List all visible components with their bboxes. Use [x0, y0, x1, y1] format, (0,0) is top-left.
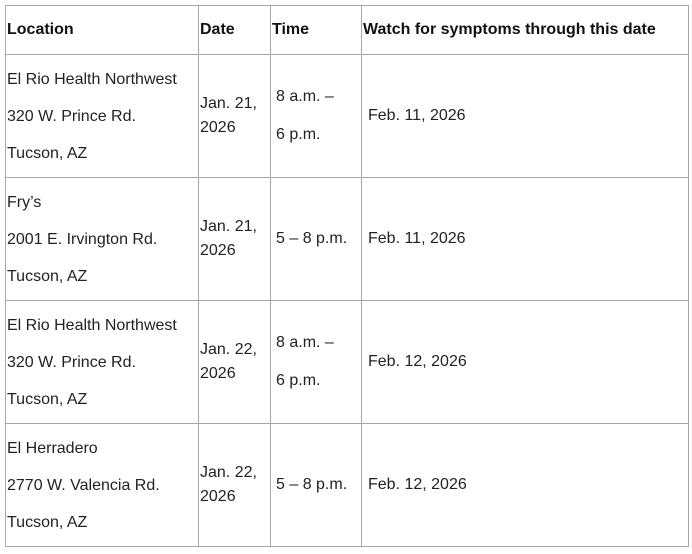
- location-name: Fry’s: [7, 193, 42, 211]
- location-cell: [6, 301, 199, 424]
- time-cell: [271, 301, 362, 424]
- date-cell: [199, 424, 271, 547]
- location-cell: [6, 55, 199, 178]
- date-line: Jan. 21,: [200, 95, 257, 112]
- time-end: 6 p.m.: [276, 126, 321, 143]
- date-cell: [199, 55, 271, 178]
- date-year: 2026: [200, 242, 236, 259]
- header-time: Time: [271, 6, 362, 55]
- date-line: Jan. 22,: [200, 341, 257, 358]
- location-cell: [6, 424, 199, 547]
- watch-through-cell: Feb. 11, 2026: [362, 178, 689, 301]
- header-watch-through: Watch for symptoms through this date: [362, 6, 689, 55]
- date-line: Jan. 21,: [200, 218, 257, 235]
- time-start: 8 a.m. –: [276, 334, 334, 351]
- date-year: 2026: [200, 488, 236, 505]
- location-address: 2001 E. Irvington Rd.: [7, 230, 158, 248]
- table-row: [6, 178, 689, 301]
- table-row: [6, 301, 689, 424]
- watch-through-cell: Feb. 12, 2026: [362, 424, 689, 547]
- location-cell: [6, 178, 199, 301]
- date-year: 2026: [200, 365, 236, 382]
- header-date: Date: [199, 6, 271, 55]
- table-row: [6, 424, 689, 547]
- location-city: Tucson, AZ: [7, 144, 88, 162]
- date-line: Jan. 22,: [200, 464, 257, 481]
- time-range: 5 – 8 p.m.: [276, 230, 348, 247]
- watch-through-cell: Feb. 12, 2026: [362, 301, 689, 424]
- exposure-locations-table: [5, 5, 689, 547]
- time-cell: [271, 178, 362, 301]
- location-address: 320 W. Prince Rd.: [7, 107, 136, 125]
- location-address: 2770 W. Valencia Rd.: [7, 476, 160, 494]
- location-city: Tucson, AZ: [7, 390, 88, 408]
- location-name: El Rio Health Northwest: [7, 70, 177, 88]
- table-row: [6, 55, 689, 178]
- date-year: 2026: [200, 119, 236, 136]
- location-city: Tucson, AZ: [7, 267, 88, 285]
- table-header-row: [6, 6, 689, 55]
- location-name: El Herradero: [7, 439, 98, 457]
- time-start: 8 a.m. –: [276, 88, 334, 105]
- header-location: Location: [6, 6, 199, 55]
- time-cell: [271, 424, 362, 547]
- time-cell: [271, 55, 362, 178]
- time-end: 6 p.m.: [276, 372, 321, 389]
- location-city: Tucson, AZ: [7, 513, 88, 531]
- watch-through-cell: Feb. 11, 2026: [362, 55, 689, 178]
- date-cell: [199, 178, 271, 301]
- time-range: 5 – 8 p.m.: [276, 476, 348, 493]
- location-address: 320 W. Prince Rd.: [7, 353, 136, 371]
- date-cell: [199, 301, 271, 424]
- location-name: El Rio Health Northwest: [7, 316, 177, 334]
